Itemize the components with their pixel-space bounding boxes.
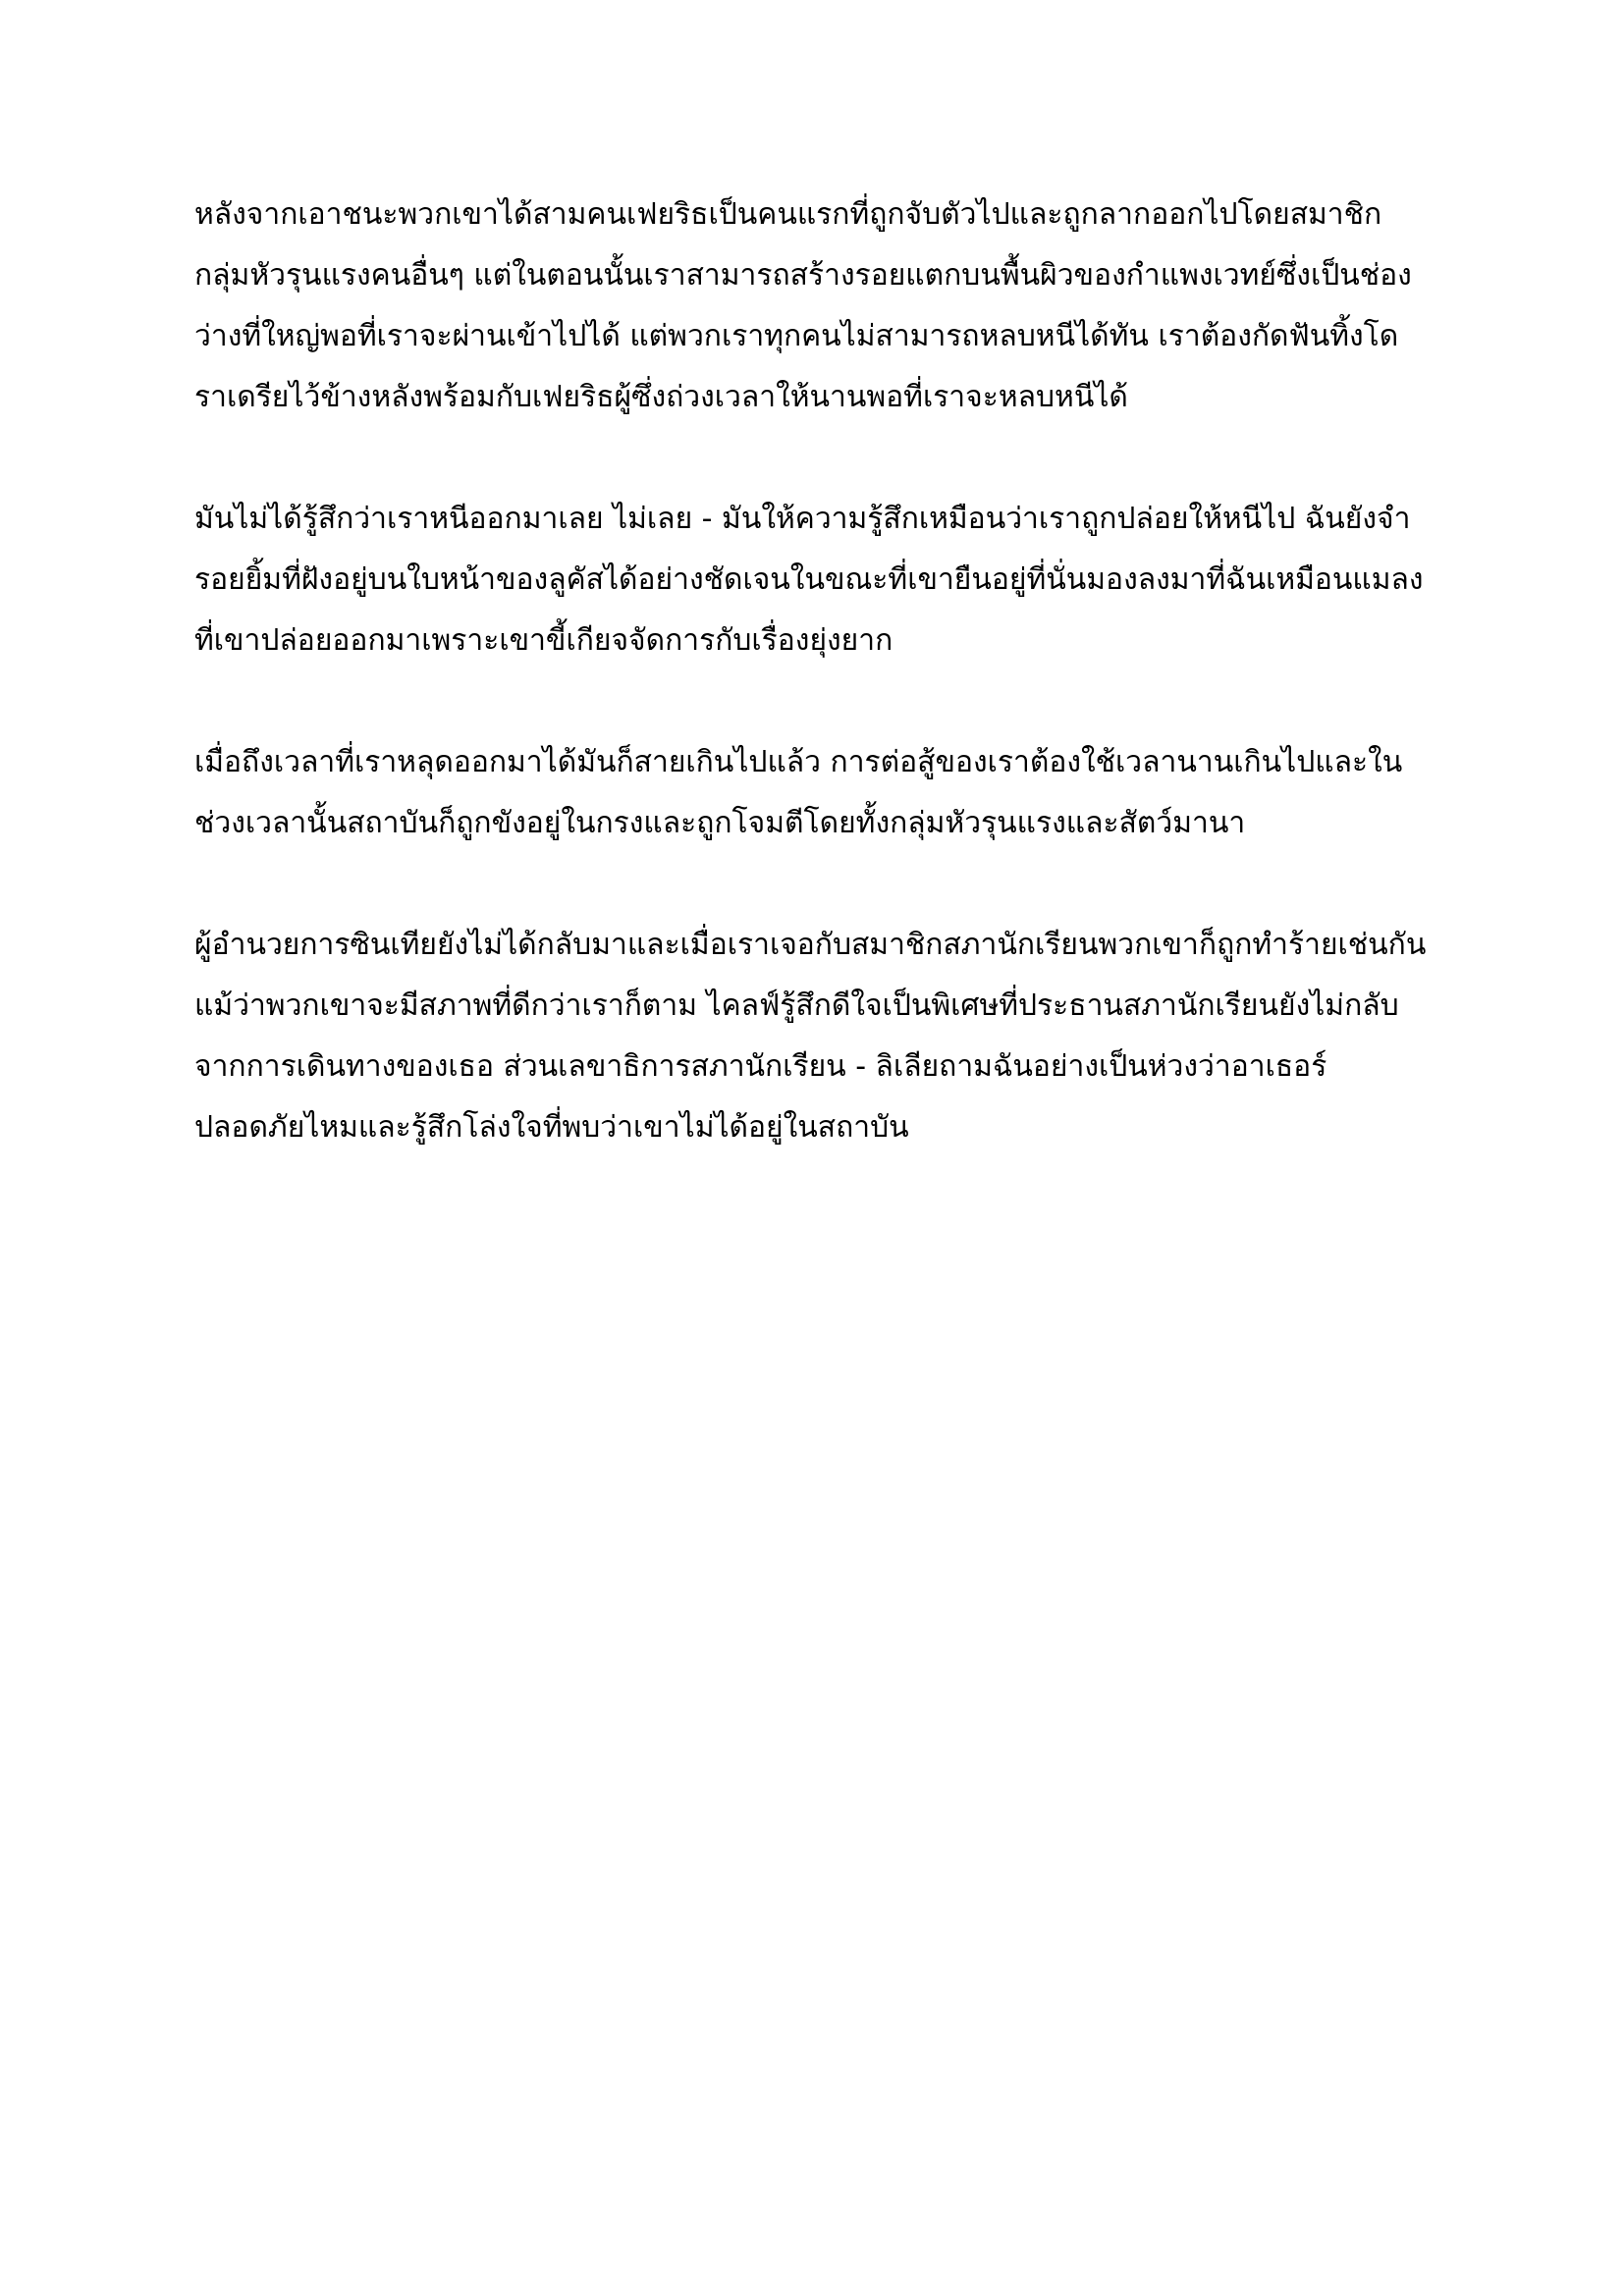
paragraph: มันไม่ได้รู้สึกว่าเราหนีออกมาเลย ไม่เลย - มันให้ความรู้สึกเหมือนว่าเราถูกปล่อยให้หนีไป ฉันยังจำรอยยิ้มที่ฝังอยู่บนใบหน้าของลูคัสได้อย่างชัดเจนในขณะที่เขายืนอยู่ที่นั่นมองลงมาที่ฉันเหมือนแมลงที่เขาปล่อยออกมาเพราะเขาขี้เกียจจัดการกับเรื่องยุ่งยาก [194, 502, 1424, 658]
paragraph: เมื่อถึงเวลาที่เราหลุดออกมาได้มันก็สายเกินไปแล้ว การต่อสู้ของเราต้องใช้เวลานานเกินไปและในช่วงเวลานั้นสถาบันก็ถูกขังอยู่ในกรงและถูกโจมตีโดยทั้งกลุ่มหัวรุนแรงและสัตว์มานา [194, 745, 1403, 840]
document-body [194, 185, 1430, 1158]
paragraph: หลังจากเอาชนะพวกเขาได้สามคนเฟยริธเป็นคนแรกที่ถูกจับตัวไปและถูกลากออกไปโดยสมาชิกกลุ่มหัวรุนแรงคนอื่นๆ แต่ในตอนนั้นเราสามารถสร้างรอยแตกบนพื้นผิวของกำแพงเวทย์ซึ่งเป็นช่องว่างที่ใหญ่พอที่เราจะผ่านเข้าไปได้ แต่พวกเราทุกคนไม่สามารถหลบหนีได้ทัน เราต้องกัดฟันทิ้งโดราเดรียไว้ข้างหลังพร้อมกับเฟยริธผู้ซึ่งถ่วงเวลาให้นานพอที่เราจะหลบหนีได้ [194, 197, 1412, 414]
paragraph: ผู้อำนวยการซินเทียยังไม่ได้กลับมาและเมื่อเราเจอกับสมาชิกสภานักเรียนพวกเขาก็ถูกทำร้ายเช่นกันแม้ว่าพวกเขาจะมีสภาพที่ดีกว่าเราก็ตาม ไคลฟ์รู้สึกดีใจเป็นพิเศษที่ประธานสภานักเรียนยังไม่กลับจากการเดินทางของเธอ ส่วนเลขาธิการสภานักเรียน - ลิเลียถามฉันอย่างเป็นห่วงว่าอาเธอร์ปลอดภัยไหมและรู้สึกโล่งใจที่พบว่าเขาไม่ได้อยู่ในสถาบัน [194, 928, 1427, 1145]
